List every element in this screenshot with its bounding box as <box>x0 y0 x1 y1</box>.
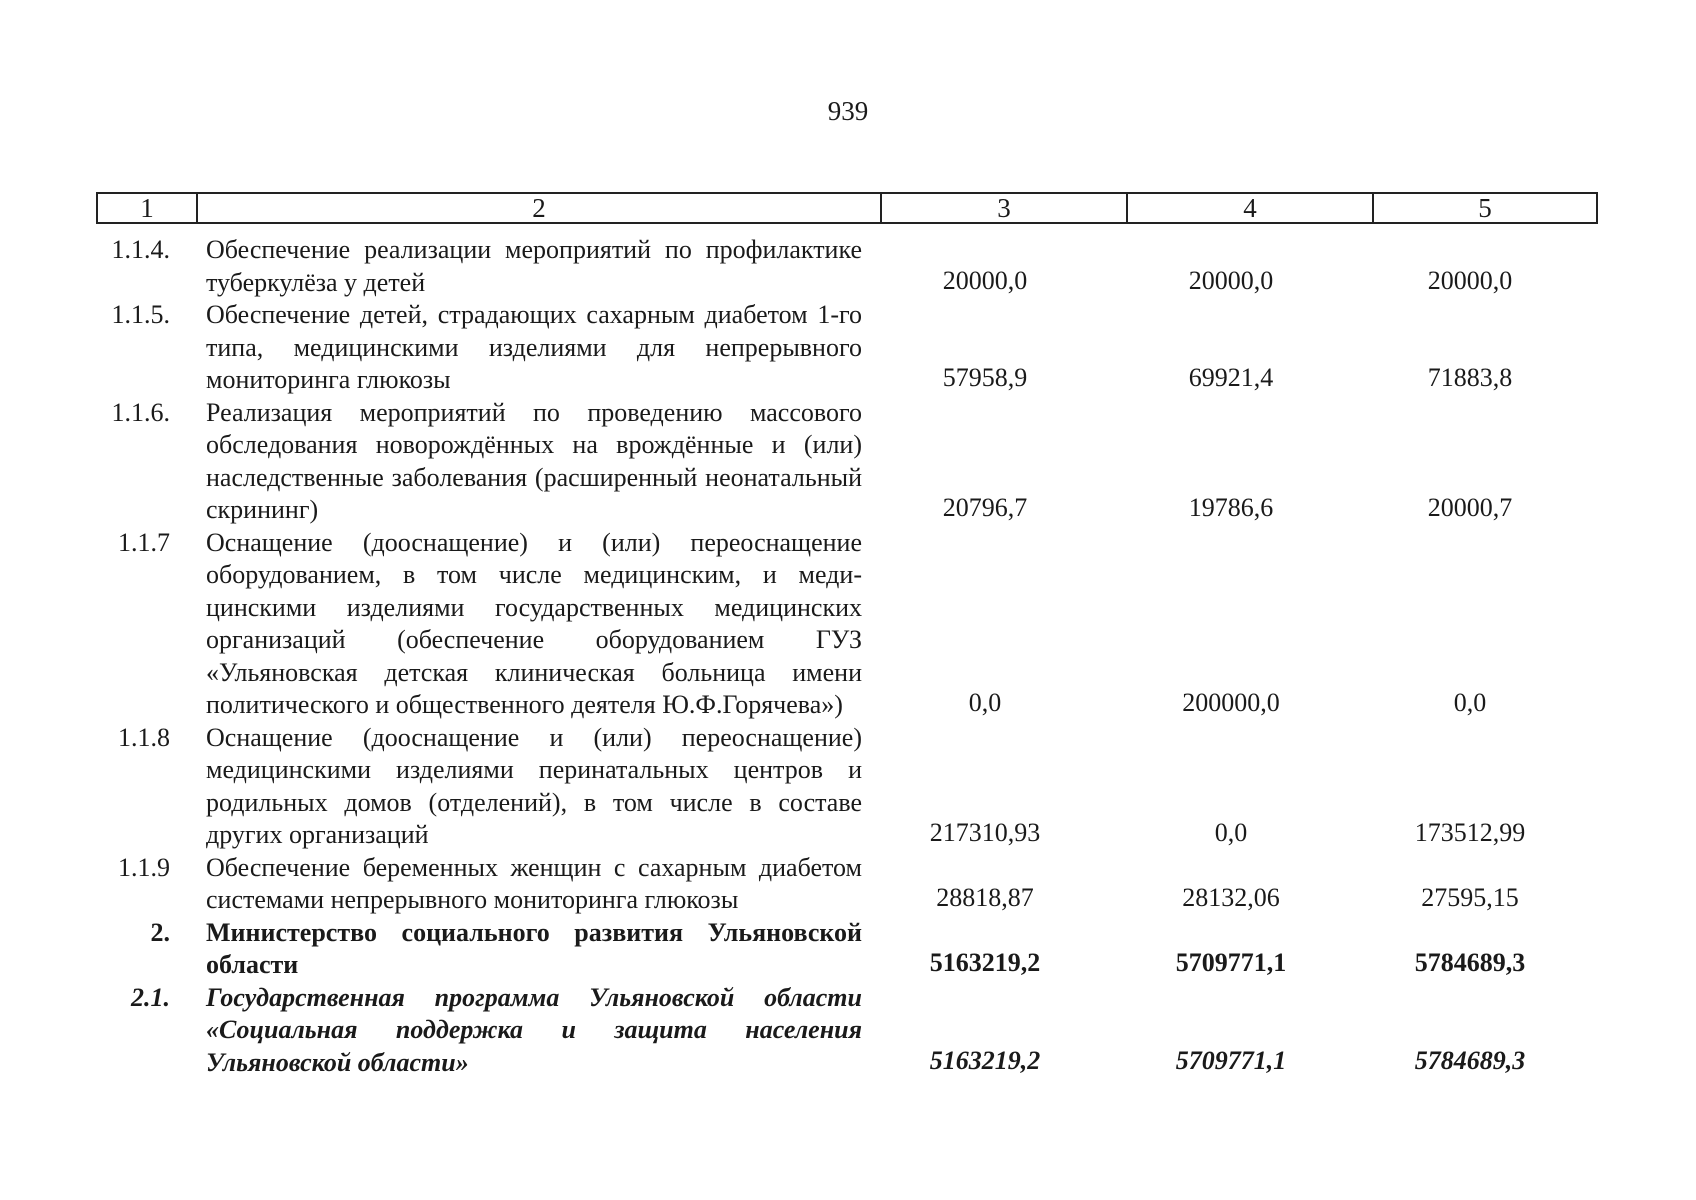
value-col-4: 69921,4 <box>1188 363 1274 392</box>
value-col-5: 5784689,3 <box>1414 1045 1526 1075</box>
column-header-table <box>96 192 1598 224</box>
page-number: 939 <box>827 96 869 126</box>
value-col-4: 0,0 <box>1214 818 1248 847</box>
row-number: 1.1.4. <box>111 235 170 264</box>
table-row <box>96 299 1596 397</box>
table-row <box>96 852 1596 917</box>
value-col-5: 27595,15 <box>1421 883 1519 912</box>
row-number: 2.1. <box>131 982 170 1012</box>
row-description: Обеспечение детей, страдающих сахарным диабетом 1-го типа, медицинскими изделиями для непрерывного мониторинга глюкозы <box>206 300 862 394</box>
budget-table-body <box>96 234 1596 1079</box>
row-description: Оснащение (дооснащение и (или) переоснащение) медицинскими изделиями перинатальных центров и родильных домов (отделений), в том числе в составе других организаций <box>206 722 862 849</box>
value-col-3: 5163219,2 <box>929 948 1041 977</box>
value-col-3: 0,0 <box>968 688 1002 717</box>
value-col-3: 57958,9 <box>942 363 1028 392</box>
value-col-5: 20000,7 <box>1427 493 1513 522</box>
table-row <box>96 527 1596 722</box>
row-number: 1.1.9 <box>118 852 170 882</box>
table-row <box>96 234 1596 299</box>
row-description: Государственная программа Ульяновской области «Социальная поддержка и защита населения Ульяновской области» <box>206 982 862 1077</box>
row-number: 1.1.7 <box>118 527 170 557</box>
row-number: 1.1.5. <box>111 300 170 329</box>
value-col-3: 28818,87 <box>936 883 1034 912</box>
column-header-4: 4 <box>1127 193 1373 223</box>
row-description: Обеспечение беременных женщин с сахарным диабетом системами непрерывного мониторинга глюкозы <box>206 852 862 914</box>
value-col-3: 20000,0 <box>942 265 1028 295</box>
value-col-3: 5163219,2 <box>929 1045 1041 1075</box>
value-col-4: 5709771,1 <box>1175 948 1287 977</box>
row-description: Оснащение (дооснащение) и (или) переоснащение оборудованием, в том числе медицинским, и медицинскими изделиями государственных медицинских организаций (обеспечение оборудованием ГУЗ «Ульяновская детская клиническая больница имени политического и общественного деятеля Ю.Ф.Горячева») <box>206 527 862 719</box>
value-col-4: 5709771,1 <box>1175 1045 1287 1075</box>
column-header-2: 2 <box>197 193 881 223</box>
column-header-3: 3 <box>881 193 1127 223</box>
table-row <box>96 982 1596 1080</box>
row-number: 1.1.8 <box>118 722 170 752</box>
value-col-3: 20796,7 <box>942 493 1028 522</box>
value-col-5: 71883,8 <box>1427 363 1513 392</box>
row-number: 1.1.6. <box>111 397 170 427</box>
row-description: Реализация мероприятий по проведению массового обследования новорождённых на врождённые и (или) наследственные заболевания (расширенный неонатальный скрининг) <box>206 397 862 524</box>
row-number: 2. <box>150 917 170 947</box>
table-row <box>96 722 1596 852</box>
value-col-4: 20000,0 <box>1188 265 1274 295</box>
row-description: Обеспечение реализации мероприятий по профилактике туберкулёза у детей <box>206 235 862 297</box>
value-col-4: 19786,6 <box>1188 493 1274 522</box>
column-header-row <box>97 193 1597 223</box>
value-col-5: 20000,0 <box>1427 265 1513 295</box>
value-col-5: 5784689,3 <box>1414 948 1526 977</box>
column-header-5: 5 <box>1373 193 1597 223</box>
value-col-5: 173512,99 <box>1414 818 1526 847</box>
value-col-5: 0,0 <box>1453 688 1487 717</box>
value-col-4: 28132,06 <box>1182 883 1280 912</box>
value-col-3: 217310,93 <box>929 818 1041 847</box>
row-description: Министерство социального развития Ульяновской области <box>206 917 862 979</box>
column-header-1: 1 <box>97 193 197 223</box>
table-row <box>96 917 1596 982</box>
value-col-4: 200000,0 <box>1182 688 1280 717</box>
table-row <box>96 397 1596 527</box>
